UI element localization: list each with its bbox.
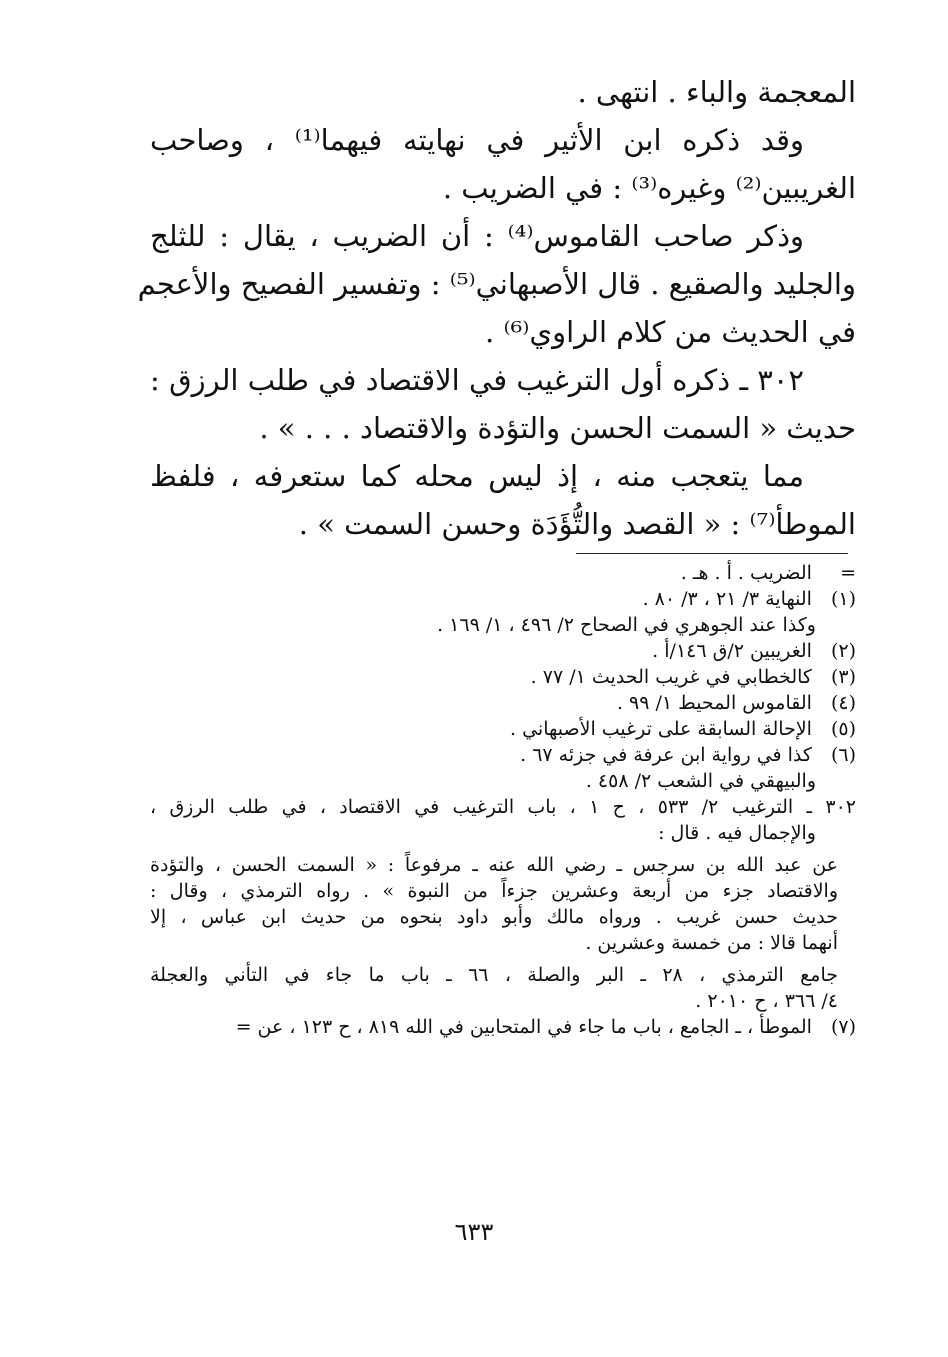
main-line: والجليد والصقيع . قال الأصبهاني⁽⁵⁾ : وتفسير الفصيح والأعجم [137, 267, 856, 301]
quote-line: عن عبد الله بن سرجس ـ رضي الله عنه ـ مرفوعاً : « السمت الحسن ، والتؤدة [150, 854, 838, 876]
footnote-text: الضريب . أ . هـ . [680, 562, 812, 584]
footnote [150, 664, 856, 690]
reference-302-line: ٣٠٢ ـ الترغيب ٢/ ٥٣٣ ، ح ١ ، باب الترغيب في الاقتصاد ، في طلب الرزق ، [150, 796, 857, 818]
footnote-text: الغريبين ٢/ق ١٤٦/أ . [652, 640, 812, 662]
reference-302-line: والإجمال فيه . قال : [658, 822, 816, 844]
footnote-text: النهاية ٣/ ٢١ ، ٣/ ٨٠ . [642, 588, 812, 610]
footnote-number: = [840, 562, 856, 584]
footnotes [150, 560, 856, 1040]
footnote [150, 742, 856, 768]
main-line: المعجمة والباء . انتهى . [577, 75, 856, 109]
footnote [150, 1014, 856, 1040]
quote-line: ٤/ ٣٦٦ ، ح ٢٠١٠ . [695, 990, 838, 1012]
main-line: وذكر صاحب القاموس⁽⁴⁾ : أن الضريب ، يقال : للثلج [150, 219, 805, 253]
footnote-number: (٢) [830, 640, 856, 662]
footnote [150, 690, 856, 716]
quote-line: والاقتصاد جزء من أربعة وعشرين جزءاً من النبوة » . رواه الترمذي ، وقال : [150, 880, 838, 902]
footnote-text: الموطأ ، ـ الجامع ، باب ما جاء في المتحابين في الله ٨١٩ ، ح ١٢٣ ، عن = [235, 1016, 812, 1038]
main-line: في الحديث من كلام الراوي⁽⁶⁾ . [485, 315, 856, 349]
main-line: ٣٠٢ ـ ذكره أول الترغيب في الاقتصاد في طلب الرزق : [150, 363, 804, 397]
footnote-text: الإحالة السابقة على ترغيب الأصبهاني . [509, 718, 812, 740]
footnote-separator [576, 553, 848, 554]
footnote-continuation [150, 612, 856, 638]
footnote-number: (٥) [830, 718, 856, 740]
footnote-number: (٣) [830, 666, 856, 688]
main-line: الغريبين⁽²⁾ وغيره⁽³⁾ : في الضريب . [442, 171, 856, 205]
footnote-continuation [150, 768, 856, 794]
footnote [150, 586, 856, 612]
footnote-number: (١) [830, 588, 856, 610]
page-number: ٦٣٣ [454, 1218, 494, 1246]
main-text [137, 68, 856, 548]
quote-line: حديث حسن غريب . ورواه مالك وأبو داود بنحوه من حديث ابن عباس ، إلا [150, 906, 838, 928]
footnote-text: القاموس المحيط ١/ ٩٩ . [616, 692, 812, 714]
footnote-text: كذا في رواية ابن عرفة في جزئه ٦٧ . [520, 744, 812, 766]
quote-line: أنهما قالا : من خمسة وعشرين . [585, 932, 838, 954]
main-line: حديث « السمت الحسن والتؤدة والاقتصاد . . . » . [259, 411, 856, 445]
footnote [150, 716, 856, 742]
footnote-number: (٤) [830, 692, 856, 714]
main-line: وقد ذكره ابن الأثير في نهايته فيهما⁽¹⁾ ، وصاحب [150, 123, 804, 157]
footnote-text: والبيهقي في الشعب ٢/ ٤٥٨ . [585, 770, 816, 792]
main-line: الموطأ⁽⁷⁾ : « القصد والتُّؤَدَة وحسن السمت » . [298, 507, 856, 541]
main-line: مما يتعجب منه ، إذ ليس محله كما ستعرفه ، فلفظ [150, 459, 804, 493]
footnote-text: كالخطابي في غريب الحديث ١/ ٧٧ . [530, 666, 812, 688]
footnote [150, 560, 856, 586]
footnote [150, 638, 856, 664]
footnote-number: (٧) [830, 1016, 856, 1038]
footnote-number: (٦) [830, 744, 856, 766]
footnote-text: وكذا عند الجوهري في الصحاح ٢/ ٤٩٦ ، ١/ ١٦٩ . [437, 614, 816, 636]
quote-line: جامع الترمذي ، ٢٨ ـ البر والصلة ، ٦٦ ـ باب ما جاء في التأني والعجلة [150, 964, 838, 986]
